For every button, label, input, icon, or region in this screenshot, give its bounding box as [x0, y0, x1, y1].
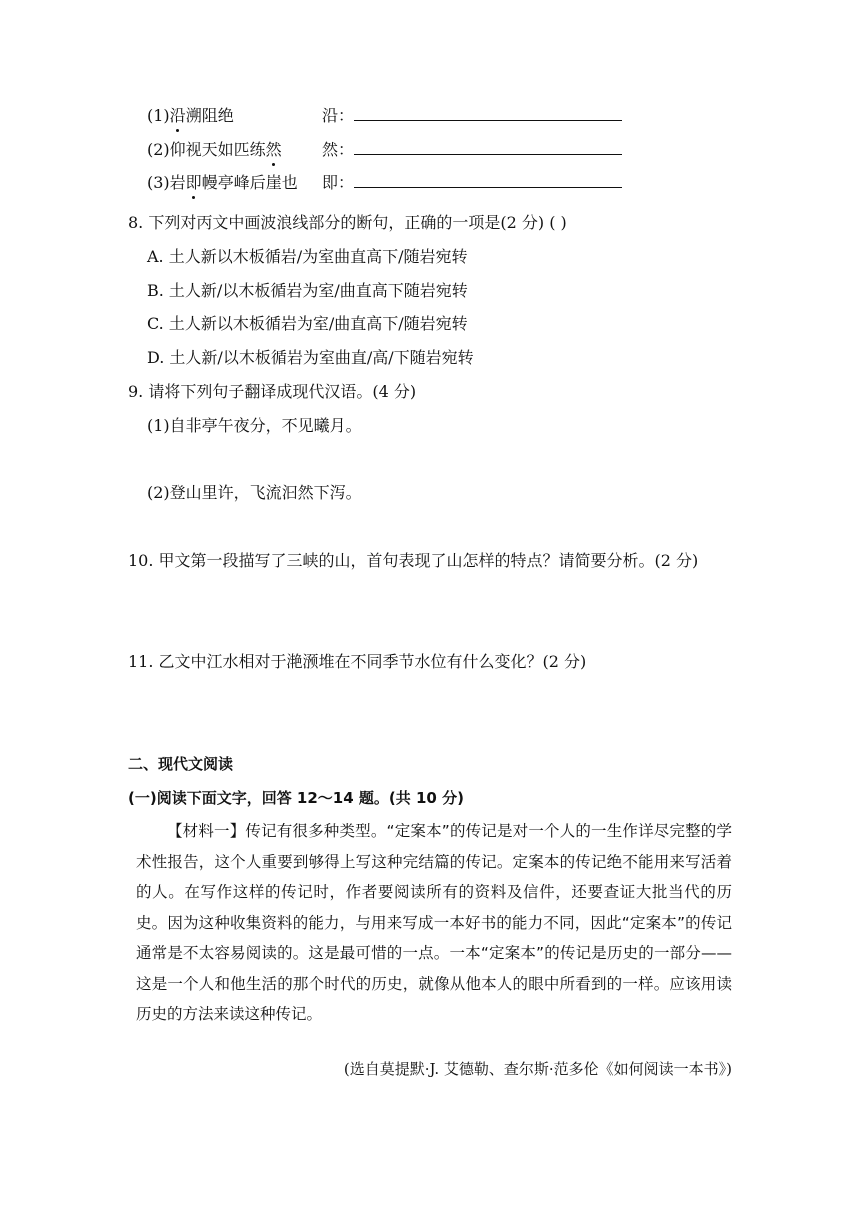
answer-blank[interactable] [354, 173, 622, 188]
material-one-paragraph: 【材料一】传记有很多种类型。“定案本”的传记是对一个人的一生作详尽完整的学术性报告，这个人重要到够得上写这种完结篇的传记。定案本的传记绝不能用来写活着的人。在写作这样的传记时，作者要阅读所有的资料及信件，还要查证大批当代的历史。因为这种收集资料的能力，与用来写成一本好书的能力不同，因此“定案本”的传记通常是不太容易阅读的。这是最可惜的一点。一本“定案本”的传记是历史的一部分——这是一个人和他生活的那个时代的历史，就像从他本人的眼中所看到的一样。应该用读历史的方法来读这种传记。 [136, 822, 732, 1023]
q8-option-d: D. 土人新/以木板循岩为室曲直/高/下随岩宛转 [147, 348, 474, 367]
q8-option-b: B. 土人新/以木板循岩为室/曲直高下随岩宛转 [147, 281, 468, 300]
q9-stem: 9. 请将下列句子翻译成现代汉语。(4 分) [128, 382, 417, 401]
q10-stem: 10. 甲文第一段描写了三峡的山，首句表现了山怎样的特点？请简要分析。(2 分) [128, 551, 699, 570]
source-citation: (选自莫提默·J. 艾德勒、查尔斯·范多伦《如何阅读一本书》) [343, 1060, 732, 1078]
q7-item-2-answer [322, 140, 622, 160]
q7-item-1-answer [322, 106, 622, 126]
q7-word: 沿： [322, 106, 355, 125]
q7-item-label: (3)岩即幔亭峰后崖也 [147, 173, 298, 192]
answer-blank[interactable] [354, 140, 622, 155]
q7-item-2 [147, 140, 282, 160]
section-title: 二、现代文阅读 [128, 755, 234, 773]
q11-stem: 11. 乙文中江水相对于滟滪堆在不同季节水位有什么变化？(2 分) [128, 652, 587, 671]
q9-item-1: (1)自非亭午夜分，不见曦月。 [147, 416, 362, 435]
q7-item-3 [147, 173, 298, 193]
q8-option-a: A. 土人新以木板循岩/为室曲直高下/随岩宛转 [147, 247, 468, 266]
q8-option-c: C. 土人新以木板循岩为室/曲直高下/随岩宛转 [147, 314, 468, 333]
q7-item-1 [147, 106, 234, 126]
answer-blank[interactable] [354, 106, 622, 121]
q7-word: 即： [322, 173, 355, 192]
q7-item-label: (2)仰视天如匹练然 [147, 140, 282, 159]
q7-word: 然： [322, 140, 355, 159]
q7-item-label: (1)沿溯阻绝 [147, 106, 234, 125]
q7-item-3-answer [322, 173, 622, 193]
section-subtitle: (一)阅读下面文字，回答 12～14 题。(共 10 分) [128, 789, 464, 807]
q9-item-2: (2)登山里许，飞流汩然下泻。 [147, 483, 362, 502]
q8-stem: 8. 下列对丙文中画波浪线部分的断句，正确的一项是(2 分) ( ) [128, 213, 567, 232]
